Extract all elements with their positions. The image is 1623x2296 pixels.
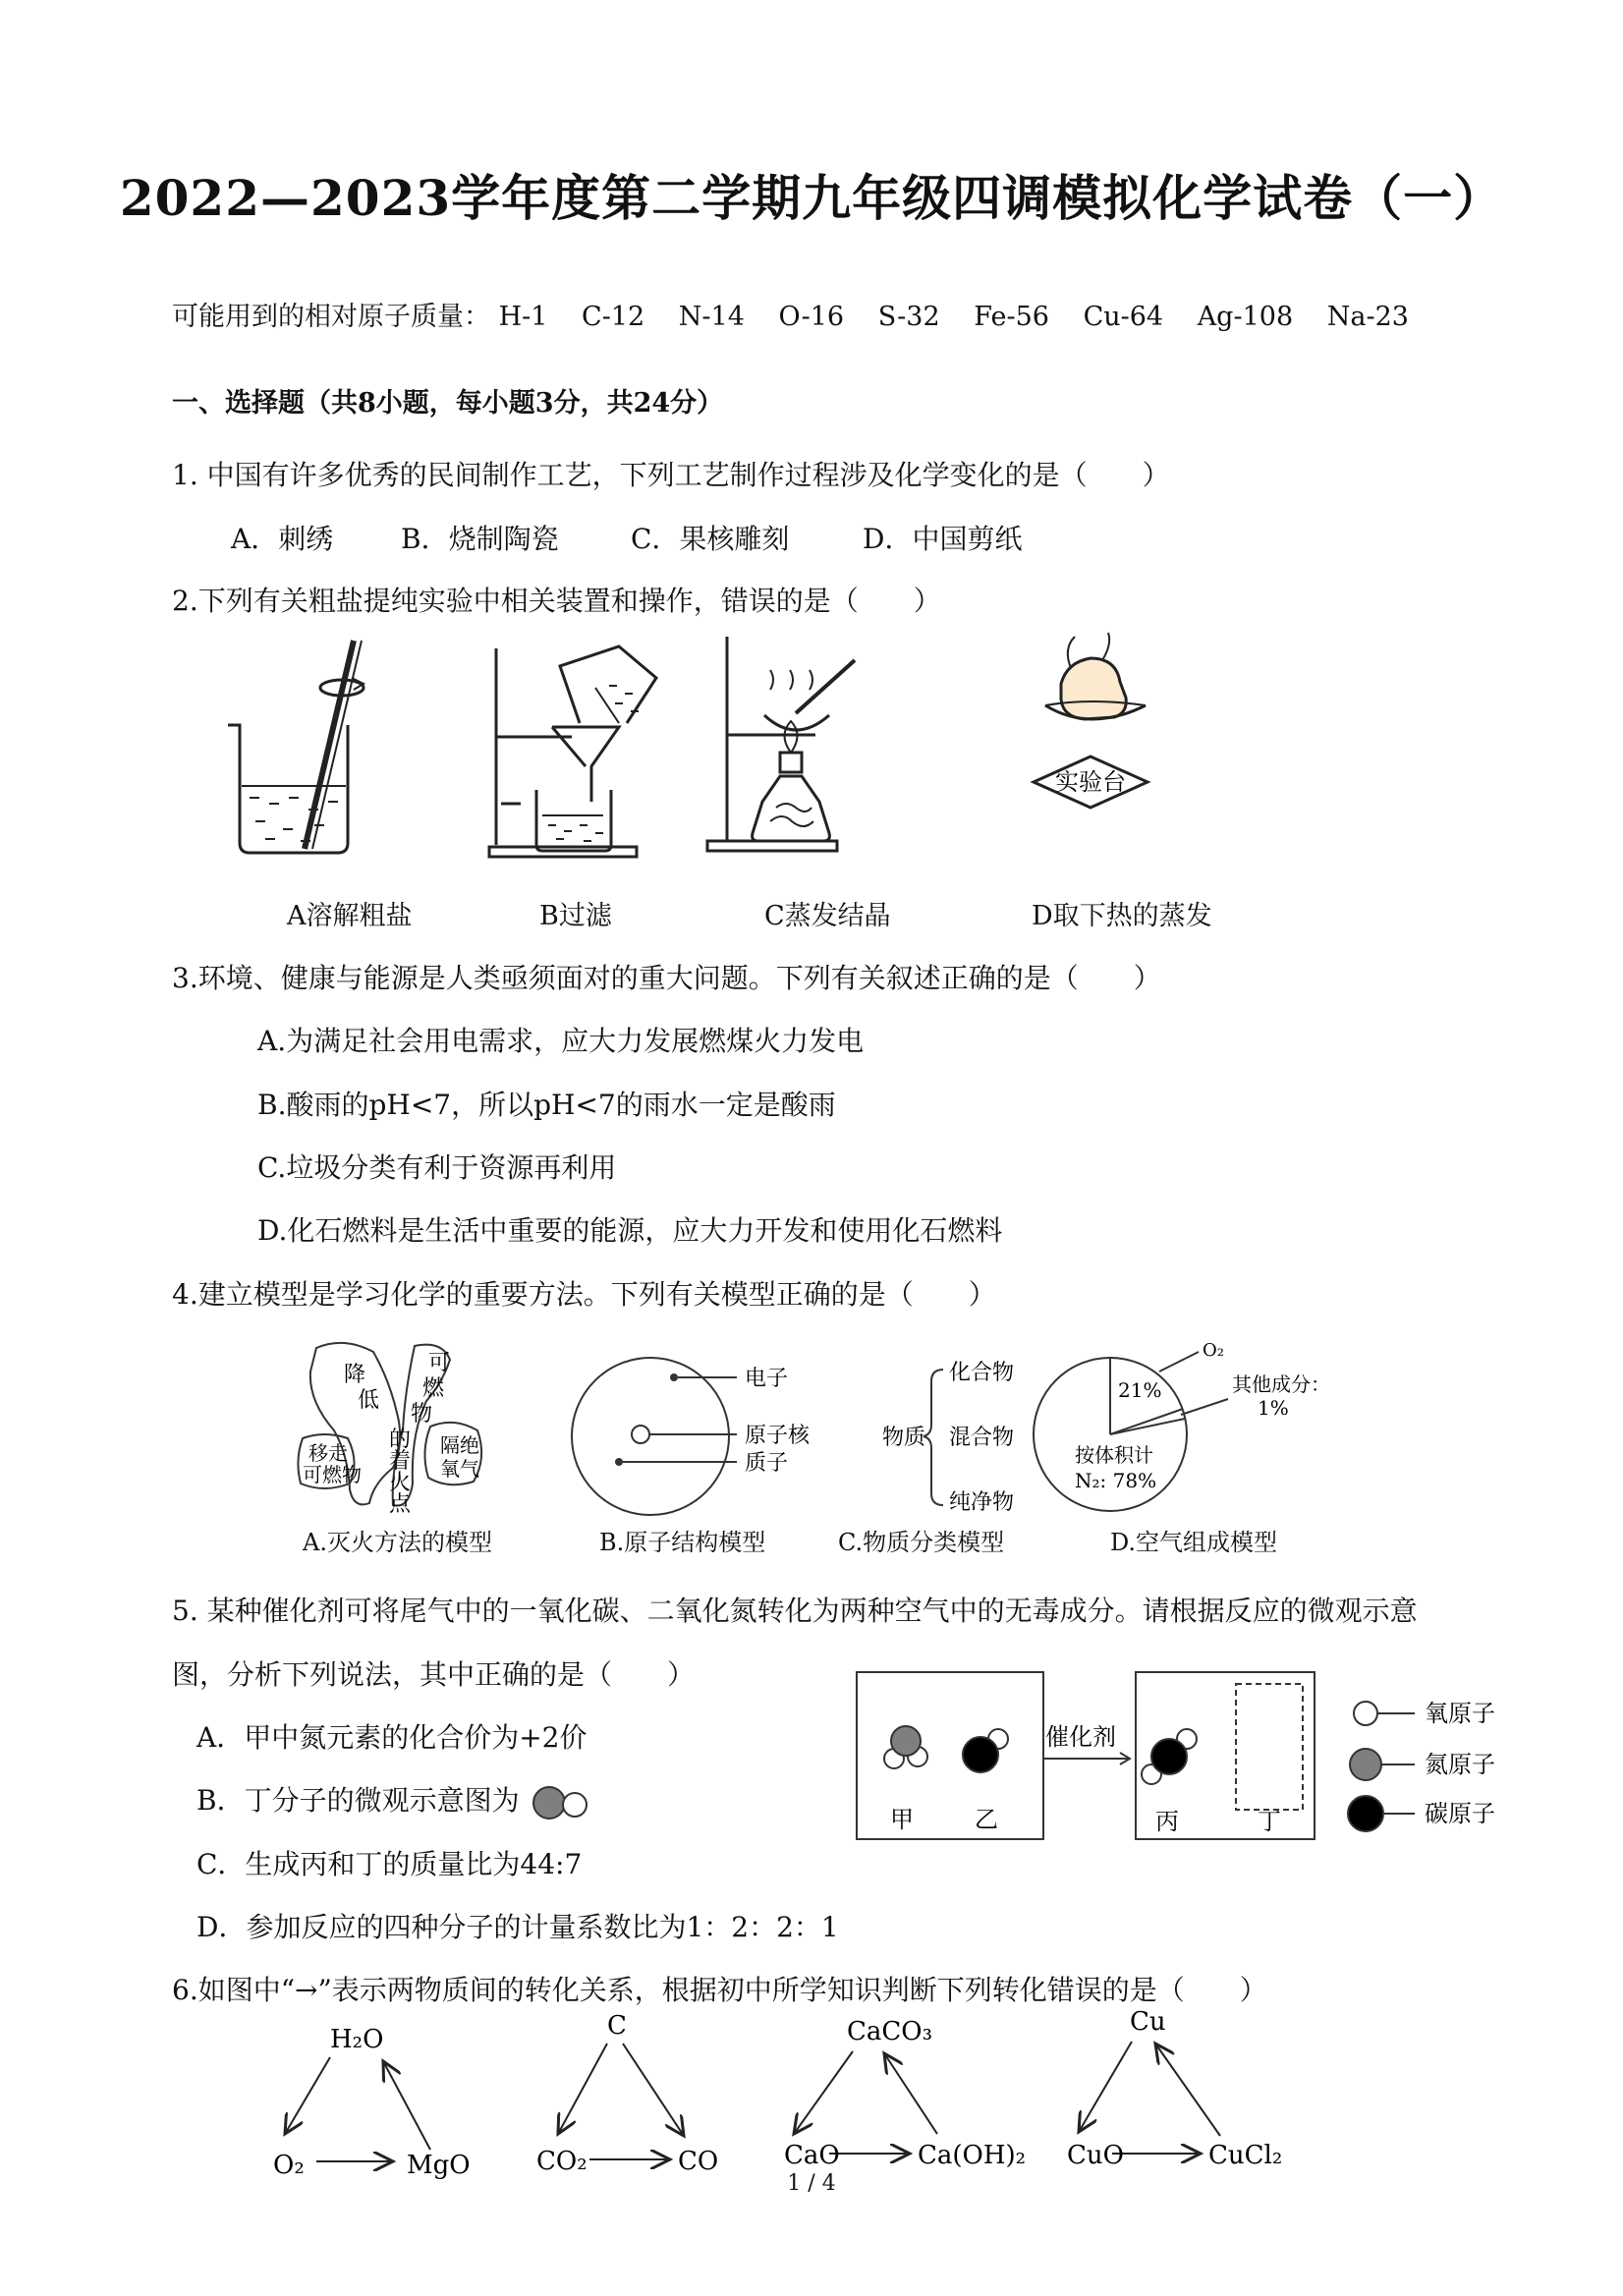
triangle-4-right: CuCl₂ <box>1208 2141 1283 2170</box>
bench-label: 实验台 <box>1055 768 1126 796</box>
q3-option-a: A.为满足社会用电需求，应大力发展燃煤火力发电 <box>257 1025 865 1057</box>
atomic-mass-item: Ag-108 <box>1197 302 1294 332</box>
fire-model-text: 低 <box>358 1388 380 1413</box>
ding-placeholder-box <box>1236 1684 1303 1810</box>
fire-model-text: 可 <box>428 1351 451 1375</box>
product-label-bing: 丙 <box>1155 1808 1179 1835</box>
atomic-mass-item: Fe-56 <box>974 302 1049 332</box>
air-volume-label: 按体积计 <box>1075 1443 1153 1467</box>
q2-caption-b: B过滤 <box>539 901 612 931</box>
evaporation-icon <box>707 637 855 851</box>
page-title: 2022—2023学年度第二学期九年级四调模拟化学试卷（一） <box>119 169 1504 227</box>
legend-nitrogen: 氮原子 <box>1425 1751 1495 1778</box>
classification-item: 混合物 <box>949 1426 1015 1450</box>
fire-model-text: 移走 <box>308 1441 348 1465</box>
atomic-masses <box>172 295 1434 333</box>
air-o2-percent: 21% <box>1118 1378 1162 1402</box>
fire-model-text: 火 <box>389 1471 412 1495</box>
question-5-stem-line1: 5. 某种催化剂可将尾气中的一氧化碳、二氧化氮转化为两种空气中的无毒成分。请根据反应的微观示意 <box>172 1595 1418 1627</box>
q3-option-d: D.化石燃料是生活中重要的能源，应大力开发和使用化石燃料 <box>257 1214 1003 1247</box>
q3-option-b: B.酸雨的pH<7，所以pH<7的雨水一定是酸雨 <box>257 1089 836 1121</box>
page-number: 1 / 4 <box>787 2171 836 2196</box>
atom-model-proton: 质子 <box>745 1451 789 1476</box>
fire-model-text: 降 <box>344 1363 366 1387</box>
fire-model-text: 燃 <box>422 1376 445 1401</box>
classification-item: 化合物 <box>949 1361 1015 1385</box>
product-label-ding: 丁 <box>1258 1808 1281 1835</box>
q5-option-d: D．参加反应的四种分子的计量系数比为1：2：2：1 <box>196 1911 839 1943</box>
atomic-masses-label: 可能用到的相对原子质量： <box>172 302 490 332</box>
classification-item: 纯净物 <box>949 1490 1015 1515</box>
atomic-mass-item: Na-23 <box>1326 302 1409 332</box>
no2-molecule-icon <box>884 1726 927 1768</box>
filtration-icon <box>489 646 656 857</box>
question-6-stem: 6.如图中“→”表示两物质间的转化关系，根据初中所学知识判断下列转化错误的是（ ） <box>172 1974 1267 2006</box>
triangle-cu <box>1079 2042 1220 2154</box>
triangle-3-top: CaCO₃ <box>847 2017 933 2046</box>
question-1-stem: 1. 中国有许多优秀的民间制作工艺，下列工艺制作过程涉及化学变化的是（ ） <box>172 459 1170 491</box>
legend-oxygen: 氧原子 <box>1425 1700 1495 1727</box>
fire-model-text: 点 <box>389 1492 412 1517</box>
q5-option-a: A．甲中氮元素的化合价为+2价 <box>196 1721 588 1754</box>
q2-caption-c: C蒸发结晶 <box>764 901 891 931</box>
q6-conversion-figure <box>246 2004 1375 2181</box>
co2-molecule-icon <box>1142 1729 1197 1784</box>
atom-model-electron: 电子 <box>745 1367 789 1391</box>
q5-option-b <box>196 1779 596 1822</box>
triangle-h2o <box>285 2057 430 2161</box>
atomic-mass-item: O-16 <box>778 302 845 332</box>
q4-caption-a: A.灭火方法的模型 <box>303 1529 492 1556</box>
triangle-2-left: CO₂ <box>536 2147 588 2176</box>
q1-option-b: B．烧制陶瓷 <box>401 523 559 555</box>
air-n2-label: N₂: 78% <box>1075 1469 1157 1492</box>
question-3-stem: 3.环境、健康与能源是人类亟须面对的重大问题。下列有关叙述正确的是（ ） <box>172 962 1161 994</box>
co-molecule-icon <box>963 1729 1008 1772</box>
reactant-label-jia: 甲 <box>890 1806 914 1833</box>
legend-carbon: 碳原子 <box>1425 1800 1495 1827</box>
question-5-stem-line2: 图，分析下列说法，其中正确的是（ ） <box>172 1658 696 1691</box>
reactant-label-yi: 乙 <box>975 1806 998 1833</box>
q3-option-c: C.垃圾分类有利于资源再利用 <box>257 1151 617 1184</box>
q4-caption-c: C.物质分类模型 <box>838 1529 1005 1556</box>
q4-caption-d: D.空气组成模型 <box>1110 1529 1278 1556</box>
q2-caption-d: D取下热的蒸发 <box>1032 901 1212 931</box>
atomic-mass-item: H-1 <box>498 302 548 332</box>
triangle-1-right: MgO <box>407 2151 471 2180</box>
question-4-stem: 4.建立模型是学习化学的重要方法。下列有关模型正确的是（ ） <box>172 1278 996 1311</box>
triangle-3-right: Ca(OH)₂ <box>918 2141 1027 2170</box>
triangle-4-left: CuO <box>1067 2141 1124 2170</box>
triangle-c <box>558 2044 684 2159</box>
question-2-stem: 2.下列有关粗盐提纯实验中相关装置和操作，错误的是（ ） <box>172 585 941 617</box>
fire-model-text: 隔绝 <box>440 1433 479 1457</box>
atomic-mass-item: N-14 <box>678 302 745 332</box>
q4-models-figure <box>295 1336 1356 1518</box>
nitrogen-atom-icon <box>1350 1749 1381 1780</box>
section-heading: 一、选择题（共8小题，每小题3分，共24分） <box>172 388 724 419</box>
q4-caption-b: B.原子结构模型 <box>599 1529 766 1556</box>
classification-brace <box>923 1370 943 1505</box>
atomic-mass-item: C-12 <box>582 302 645 332</box>
fire-model-text: 氧气 <box>440 1457 479 1481</box>
q5-option-b-text: B．丁分子的微观示意图为 <box>196 1784 520 1817</box>
triangle-2-top: C <box>607 2011 627 2041</box>
q5-reaction-diagram <box>845 1660 1533 1847</box>
oxygen-atom-icon <box>1354 1702 1377 1725</box>
triangle-3-left: CaO <box>784 2141 840 2170</box>
triangle-1-left: O₂ <box>273 2151 305 2180</box>
fire-model-text: 的 <box>389 1428 412 1452</box>
classification-root: 物质 <box>882 1426 926 1450</box>
carbon-atom-icon <box>1348 1796 1383 1831</box>
q1-option-c: C．果核雕刻 <box>631 523 790 555</box>
triangle-1-top: H₂O <box>330 2025 384 2054</box>
atom-model <box>572 1358 737 1515</box>
q2-caption-a: A溶解粗盐 <box>287 901 413 931</box>
triangle-caco3 <box>794 2051 937 2154</box>
catalyst-label: 催化剂 <box>1045 1723 1116 1751</box>
fire-model-text: 可燃物 <box>303 1463 362 1486</box>
atomic-mass-item: S-32 <box>877 302 940 332</box>
q2-apparatus-figure <box>206 629 1277 865</box>
fire-model-text: 物 <box>411 1402 433 1427</box>
atomic-mass-item: Cu-64 <box>1083 302 1164 332</box>
beaker-stirring-icon <box>228 641 364 853</box>
fire-model-text: 着 <box>389 1449 412 1474</box>
q5-option-c: C．生成丙和丁的质量比为44:7 <box>196 1848 583 1880</box>
air-other-percent: 1% <box>1258 1396 1289 1420</box>
triangle-2-right: CO <box>678 2147 719 2176</box>
q1-option-a: A．刺绣 <box>231 523 334 555</box>
air-other-label: 其他成分： <box>1232 1372 1330 1396</box>
triangle-4-top: Cu <box>1130 2007 1166 2037</box>
q1-option-d: D．中国剪纸 <box>863 523 1023 555</box>
atom-model-nucleus: 原子核 <box>745 1424 811 1448</box>
air-o2-label: O₂ <box>1203 1340 1224 1361</box>
n2-molecule-icon <box>528 1783 596 1822</box>
